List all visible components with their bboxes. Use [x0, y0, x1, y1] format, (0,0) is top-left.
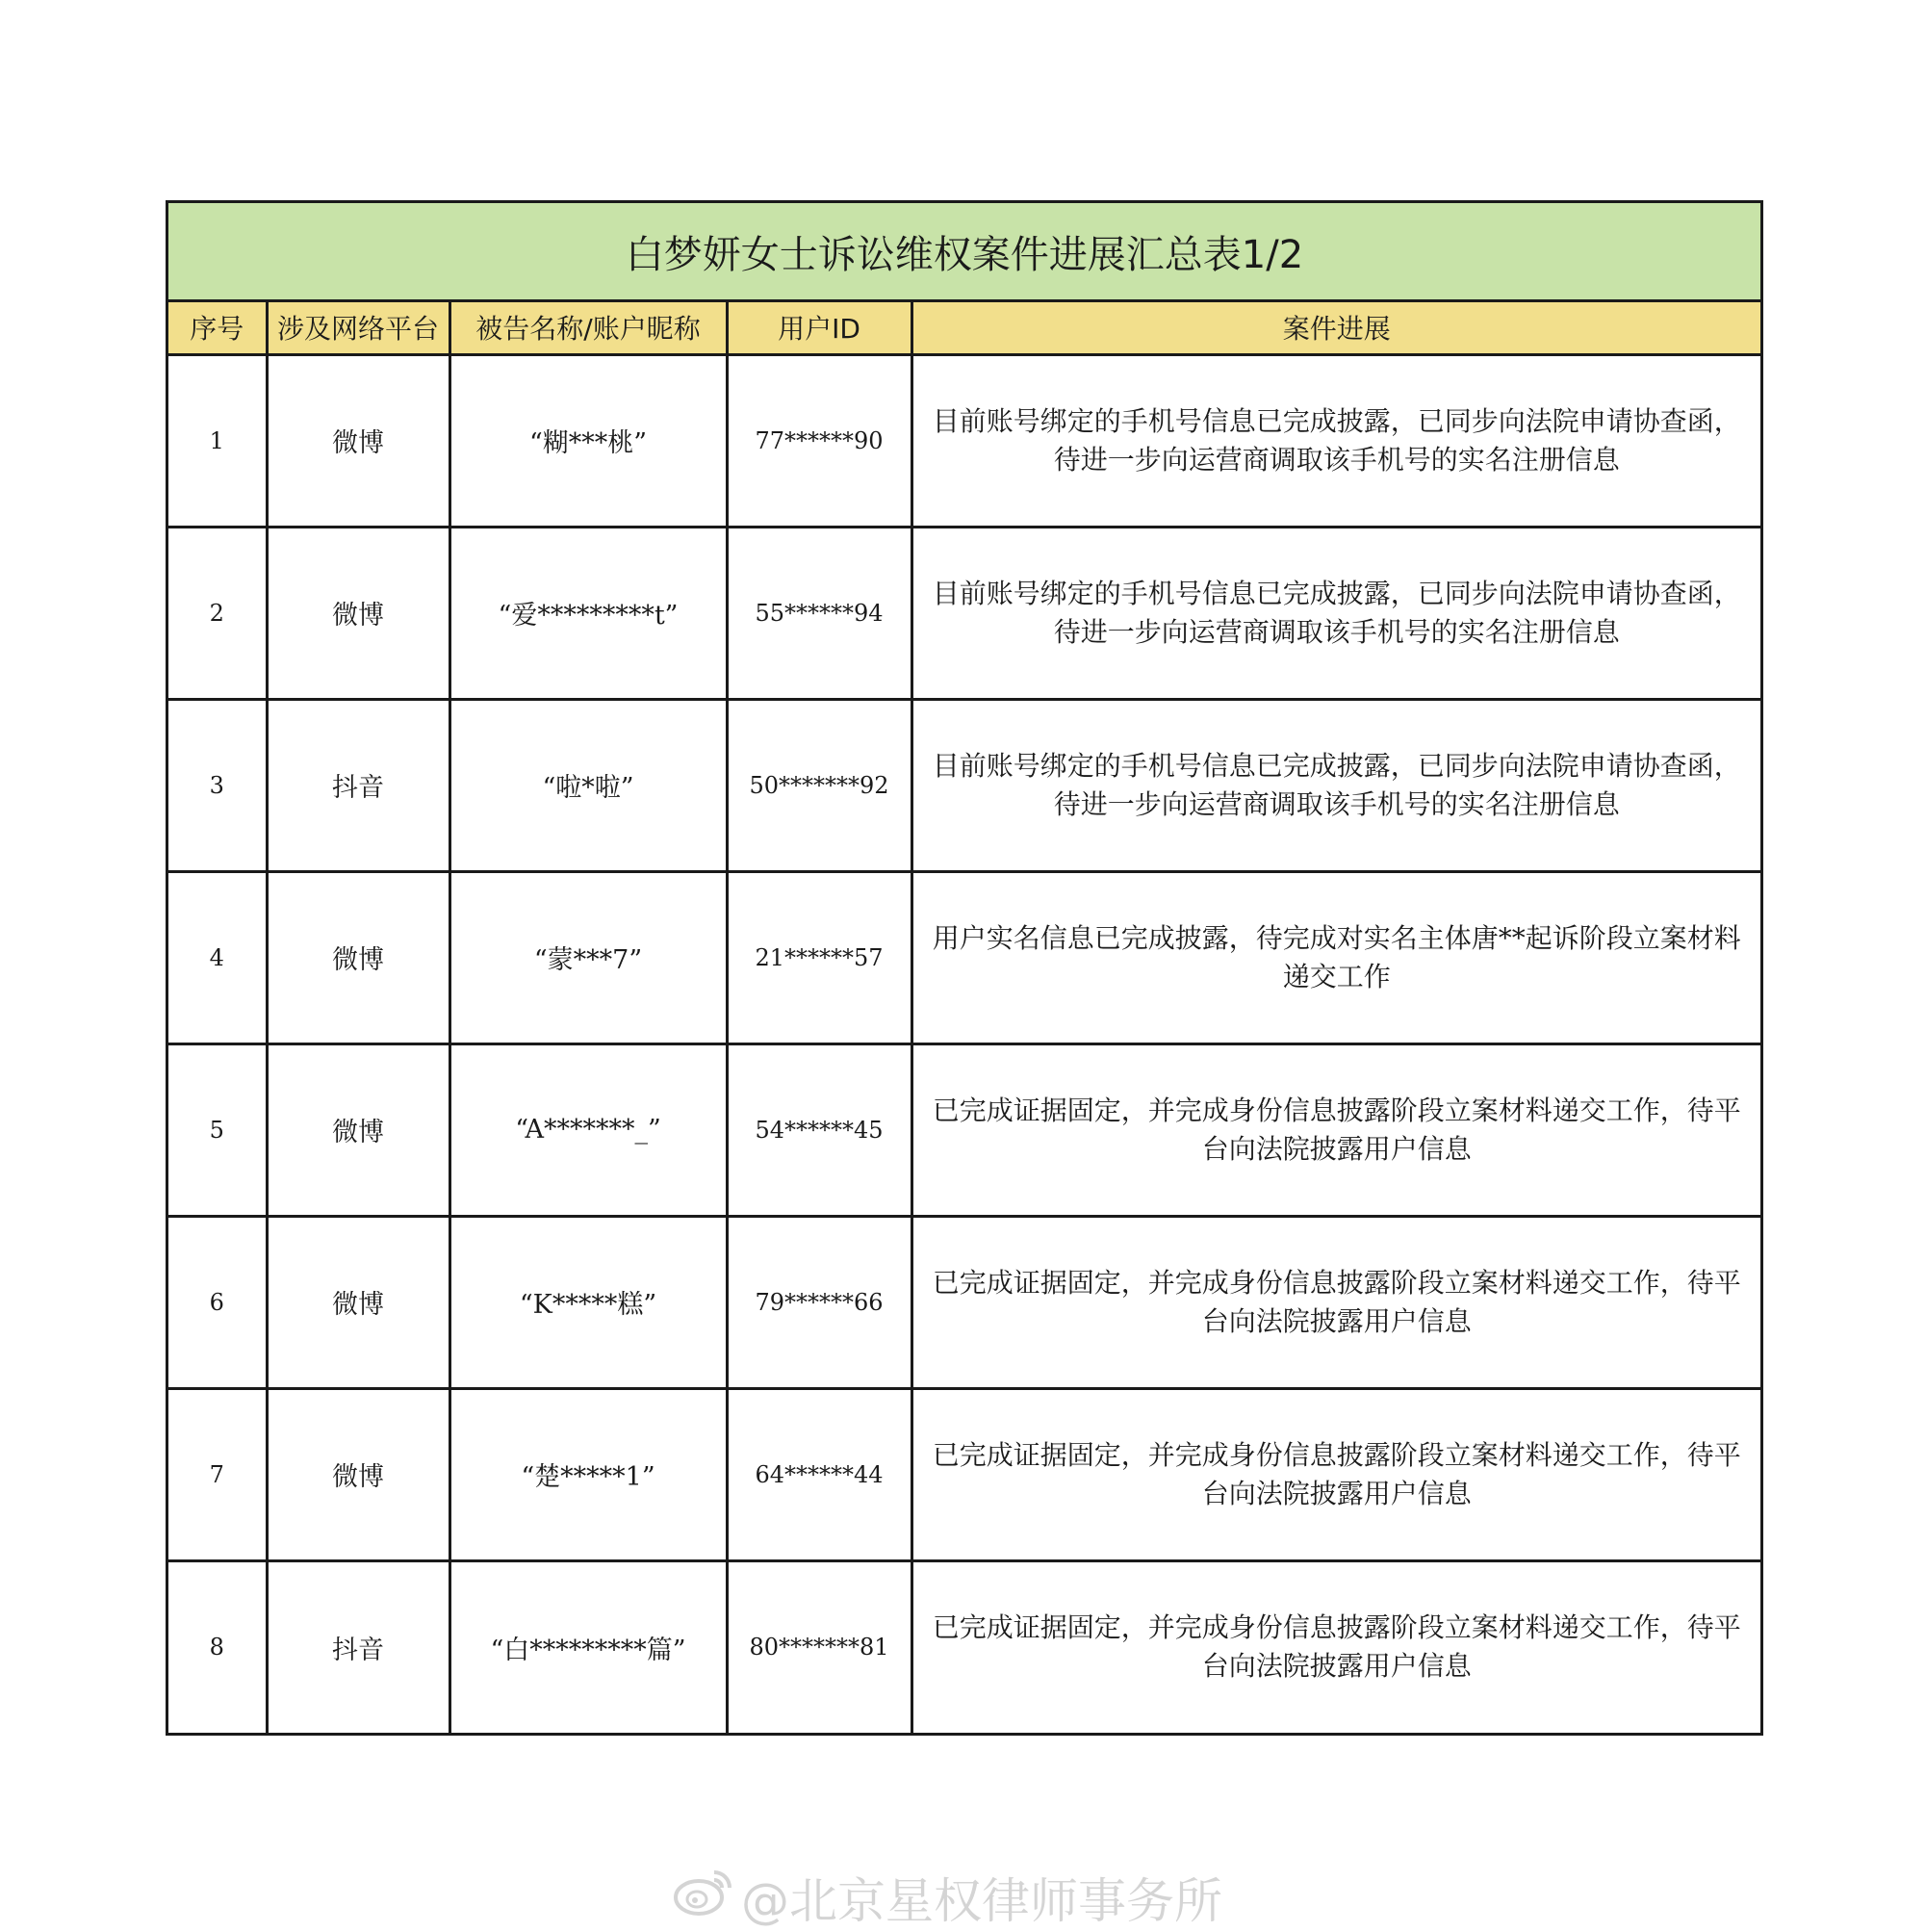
defendant-cell: “蒙***7” — [449, 871, 727, 1043]
defendant-cell: “K*****糕” — [449, 1216, 727, 1388]
defendant-cell: “糊***桃” — [449, 354, 727, 527]
seq-cell: 8 — [168, 1560, 267, 1733]
header-defendant: 被告名称/账户昵称 — [449, 302, 727, 354]
progress-cell: 已完成证据固定，并完成身份信息披露阶段立案材料递交工作，待平台向法院披露用户信息 — [911, 1388, 1760, 1560]
user-id-cell: 79******66 — [727, 1216, 911, 1388]
progress-cell: 已完成证据固定，并完成身份信息披露阶段立案材料递交工作，待平台向法院披露用户信息 — [911, 1216, 1760, 1388]
progress-cell: 目前账号绑定的手机号信息已完成披露，已同步向法院申请协查函，待进一步向运营商调取该手机号的实名注册信息 — [911, 527, 1760, 699]
user-id-cell: 50*******92 — [727, 699, 911, 871]
platform-cell: 微博 — [267, 871, 449, 1043]
progress-cell: 用户实名信息已完成披露，待完成对实名主体唐**起诉阶段立案材料递交工作 — [911, 871, 1760, 1043]
platform-cell: 微博 — [267, 1043, 449, 1216]
table-row — [168, 527, 1760, 699]
platform-cell: 抖音 — [267, 1560, 449, 1733]
user-id-cell: 80*******81 — [727, 1560, 911, 1733]
header-seq: 序号 — [168, 302, 267, 354]
watermark — [674, 1863, 1222, 1932]
platform-cell: 微博 — [267, 527, 449, 699]
platform-cell: 抖音 — [267, 699, 449, 871]
case-progress-table — [166, 200, 1763, 1736]
header-platform: 涉及网络平台 — [267, 302, 449, 354]
seq-cell: 6 — [168, 1216, 267, 1388]
user-id-cell: 64******44 — [727, 1388, 911, 1560]
header-user-id: 用户ID — [727, 302, 911, 354]
seq-cell: 5 — [168, 1043, 267, 1216]
table-row — [168, 354, 1760, 527]
table-row — [168, 699, 1760, 871]
defendant-cell: “楚*****1” — [449, 1388, 727, 1560]
defendant-cell: “白*********篇” — [449, 1560, 727, 1733]
progress-cell: 目前账号绑定的手机号信息已完成披露，已同步向法院申请协查函，待进一步向运营商调取该手机号的实名注册信息 — [911, 699, 1760, 871]
table-row — [168, 1043, 1760, 1216]
user-id-cell: 21******57 — [727, 871, 911, 1043]
table-title: 白梦妍女士诉讼维权案件进展汇总表1/2 — [168, 203, 1760, 302]
seq-cell: 2 — [168, 527, 267, 699]
progress-table — [168, 302, 1760, 1733]
seq-cell: 7 — [168, 1388, 267, 1560]
header-progress: 案件进展 — [911, 302, 1760, 354]
user-id-cell: 77******90 — [727, 354, 911, 527]
defendant-cell: “啦*啦” — [449, 699, 727, 871]
seq-cell: 1 — [168, 354, 267, 527]
table-row — [168, 1388, 1760, 1560]
progress-cell: 已完成证据固定，并完成身份信息披露阶段立案材料递交工作，待平台向法院披露用户信息 — [911, 1560, 1760, 1733]
weibo-icon — [674, 1867, 741, 1928]
progress-cell: 已完成证据固定，并完成身份信息披露阶段立案材料递交工作，待平台向法院披露用户信息 — [911, 1043, 1760, 1216]
defendant-cell: “A*******_” — [449, 1043, 727, 1216]
watermark-text: @北京星权律师事务所 — [741, 1873, 1222, 1929]
user-id-cell: 54******45 — [727, 1043, 911, 1216]
platform-cell: 微博 — [267, 354, 449, 527]
defendant-cell: “爱*********t” — [449, 527, 727, 699]
seq-cell: 3 — [168, 699, 267, 871]
platform-cell: 微博 — [267, 1216, 449, 1388]
header-row — [168, 302, 1760, 354]
user-id-cell: 55******94 — [727, 527, 911, 699]
progress-cell: 目前账号绑定的手机号信息已完成披露，已同步向法院申请协查函，待进一步向运营商调取该手机号的实名注册信息 — [911, 354, 1760, 527]
table-row — [168, 1216, 1760, 1388]
table-row — [168, 1560, 1760, 1733]
seq-cell: 4 — [168, 871, 267, 1043]
platform-cell: 微博 — [267, 1388, 449, 1560]
table-row — [168, 871, 1760, 1043]
